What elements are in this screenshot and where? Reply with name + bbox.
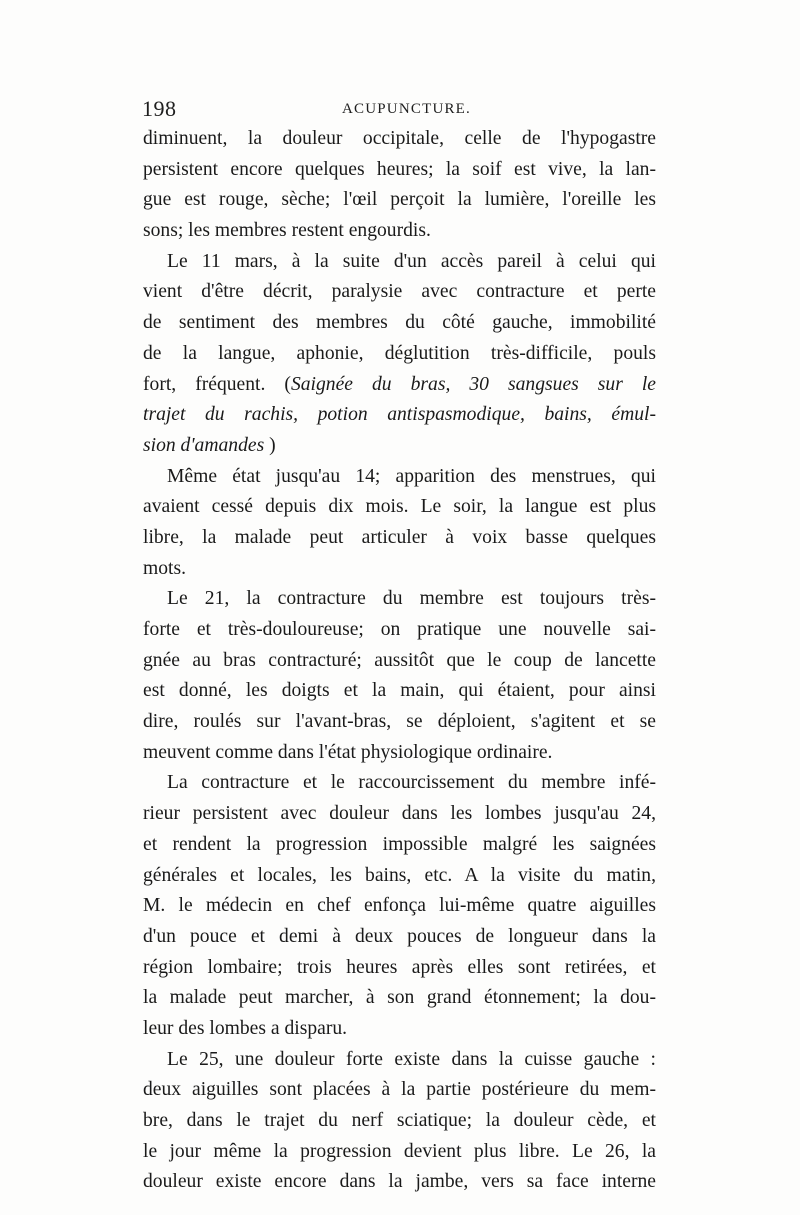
text-line: forte et très-douloureuse; on pratique une nouvelle sai- [143, 619, 656, 640]
paragraph-start-line: Même état jusqu'au 14; apparition des menstrues, qui [167, 465, 656, 487]
text-line: de la langue, aphonie, déglutition très-difficile, pouls [143, 342, 656, 364]
text-line: deux aiguilles sont placées à la partie postérieure du mem- [143, 1079, 656, 1101]
text-italic: Saignée du bras, 30 sangsues sur le [290, 373, 657, 395]
text-line: rieur persistent avec douleur dans les lombes jusqu'au 24, [143, 803, 656, 825]
text-line-mixed [143, 431, 656, 462]
text-line-mixed [143, 370, 656, 401]
text-line: meuvent comme dans l'état physiologique ordinaire. [143, 741, 553, 763]
text-line: générales et locales, les bains, etc. A la visite du matin, [143, 864, 656, 886]
paragraph-start-line: La contracture et le raccourcissement du membre infé- [167, 772, 656, 794]
text-line: sons; les membres restent engourdis. [143, 220, 431, 242]
text-line: le jour même la progression devient plus libre. Le 26, la [143, 1140, 656, 1162]
text-line: dire, roulés sur l'avant-bras, se déploient, s'agitent et se [143, 711, 656, 733]
text-line: persistent encore quelques heures; la soif est vive, la lan- [143, 158, 656, 180]
text-roman: fort, fréquent. ( [143, 373, 291, 395]
text-line: douleur existe encore dans la jambe, vers sa face interne [143, 1171, 656, 1193]
page-number: 198 [142, 96, 177, 121]
text-line: leur des lombes a disparu. [143, 1017, 348, 1039]
text-line: est donné, les doigts et la main, qui étaient, pour ainsi [143, 680, 656, 702]
text-line: région lombaire; trois heures après elles sont retirées, et [143, 956, 656, 978]
page-header [142, 96, 658, 122]
text-line: libre, la malade peut articuler à voix basse quelques [143, 526, 656, 548]
text-line: la malade peut marcher, à son grand étonnement; la dou- [143, 987, 656, 1009]
text-roman: ) [264, 434, 276, 456]
paragraph-start-line: Le 25, une douleur forte existe dans la cuisse gauche : [167, 1048, 656, 1070]
text-line: mots. [143, 557, 187, 579]
text-line-mixed [143, 400, 656, 431]
text-line: gnée au bras contracturé; aussitôt que le coup de lancette [143, 649, 656, 671]
text-line: d'un pouce et demi à deux pouces de longueur dans la [143, 925, 656, 947]
running-head: ACUPUNCTURE. [342, 101, 471, 117]
paragraph-start-line: Le 21, la contracture du membre est toujours très- [167, 588, 656, 610]
text-line: M. le médecin en chef enfonça lui-même quatre aiguilles [143, 895, 656, 917]
text-line: diminuent, la douleur occipitale, celle de l'hypogastre [143, 128, 656, 149]
body-text [143, 124, 656, 1198]
text-line: de sentiment des membres du côté gauche, immobilité [143, 312, 656, 334]
text-italic: trajet du rachis, potion antispasmodique, bains, émul- [143, 404, 656, 426]
text-line: et rendent la progression impossible malgré les saignées [143, 833, 656, 855]
text-italic: sion d'amandes [143, 434, 265, 456]
paragraph-start-line: Le 11 mars, à la suite d'un accès pareil à celui qui [167, 250, 656, 272]
text-line: vient d'être décrit, paralysie avec contracture et perte [143, 281, 656, 303]
text-line: avaient cessé depuis dix mois. Le soir, la langue est plus [143, 496, 656, 518]
text-line: gue est rouge, sèche; l'œil perçoit la lumière, l'oreille les [143, 189, 656, 211]
text-line: bre, dans le trajet du nerf sciatique; la douleur cède, et [143, 1110, 656, 1131]
